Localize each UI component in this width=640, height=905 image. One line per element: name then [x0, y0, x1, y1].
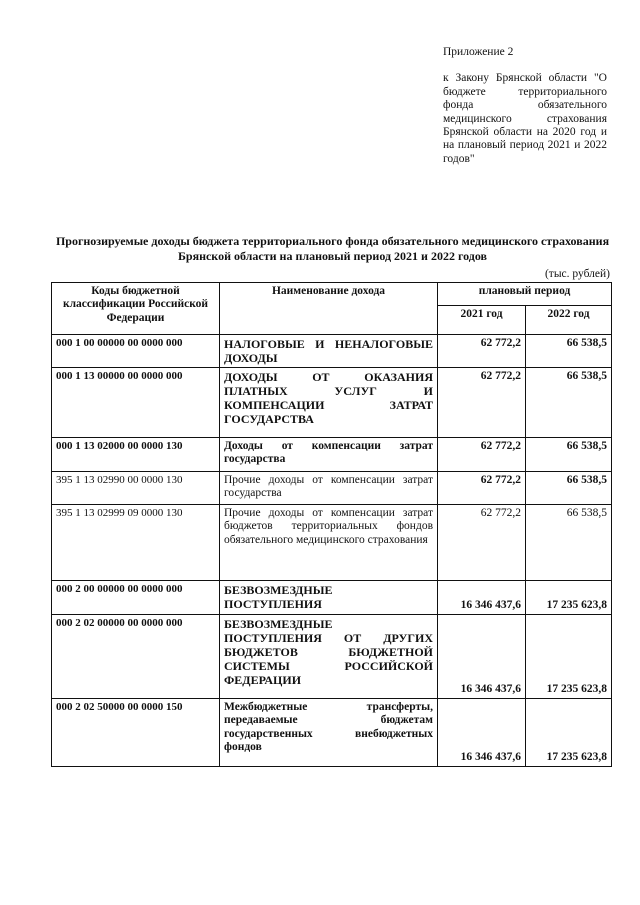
row-value-2021: 62 772,2: [438, 335, 526, 368]
row-value-2021: 62 772,2: [438, 368, 526, 438]
header-name: Наименование дохода: [220, 283, 438, 335]
document-title: Прогнозируемые доходы бюджета территориального фонда обязательного медицинского страхования Брянской области на плановый период 2021 и 2022 годов: [55, 234, 610, 263]
row-name: ДОХОДЫ ОТ ОКАЗАНИЯ ПЛАТНЫХ УСЛУГ И КОМПЕНСАЦИИ ЗАТРАТ ГОСУДАРСТВА: [220, 368, 438, 438]
table-row: [52, 505, 612, 581]
table-row: [52, 472, 612, 505]
row-code: 000 2 02 00000 00 0000 000: [52, 615, 220, 699]
row-value-2022: 17 235 623,8: [526, 581, 612, 615]
header-code: Коды бюджетной классификации Российской Федерации: [52, 283, 220, 335]
units-label: (тыс. рублей): [544, 268, 610, 280]
appendix-title: Приложение 2: [443, 46, 514, 58]
row-name: БЕЗВОЗМЕЗДНЫЕ ПОСТУПЛЕНИЯ ОТ ДРУГИХ БЮДЖЕТОВ БЮДЖЕТНОЙ СИСТЕМЫ РОССИЙСКОЙ ФЕДЕРАЦИИ: [220, 615, 438, 699]
row-value-2022: 66 538,5: [526, 505, 612, 581]
row-code: 395 1 13 02990 00 0000 130: [52, 472, 220, 505]
row-value-2021: 16 346 437,6: [438, 581, 526, 615]
header-year-2021: 2021 год: [438, 306, 526, 335]
row-value-2022: 66 538,5: [526, 472, 612, 505]
row-value-2021: 62 772,2: [438, 505, 526, 581]
row-value-2021: 16 346 437,6: [438, 699, 526, 767]
row-value-2022: 66 538,5: [526, 368, 612, 438]
row-value-2022: 17 235 623,8: [526, 699, 612, 767]
table-row: [52, 335, 612, 368]
row-name: Прочие доходы от компенсации затрат бюджетов территориальных фондов обязательного медицинского страхования: [220, 505, 438, 581]
row-code: 000 2 02 50000 00 0000 150: [52, 699, 220, 767]
row-name: Межбюджетные трансферты, передаваемые бюджетам государственных внебюджетных фондов: [220, 699, 438, 767]
appendix-text: к Закону Брянской области "О бюджете территориального фонда обязательного медицинского страхования Брянской области на 2020 год и на плановый период 2021 и 2022 годов": [443, 72, 607, 165]
row-name: БЕЗВОЗМЕЗДНЫЕ ПОСТУПЛЕНИЯ: [220, 581, 438, 615]
row-code: 000 1 13 02000 00 0000 130: [52, 438, 220, 472]
table-row: [52, 438, 612, 472]
row-value-2021: 62 772,2: [438, 472, 526, 505]
row-code: 000 1 00 00000 00 0000 000: [52, 335, 220, 368]
header-period: плановый период: [438, 283, 612, 306]
row-value-2021: 62 772,2: [438, 438, 526, 472]
table-header-row: [52, 283, 612, 306]
row-code: 000 1 13 00000 00 0000 000: [52, 368, 220, 438]
table-row: [52, 699, 612, 767]
table-row: [52, 615, 612, 699]
revenue-table: [51, 282, 612, 767]
row-value-2021: 16 346 437,6: [438, 615, 526, 699]
appendix-note: [443, 46, 607, 166]
row-value-2022: 66 538,5: [526, 438, 612, 472]
row-name: Прочие доходы от компенсации затрат государства: [220, 472, 438, 505]
table-row: [52, 581, 612, 615]
row-name: Доходы от компенсации затрат государства: [220, 438, 438, 472]
row-code: 000 2 00 00000 00 0000 000: [52, 581, 220, 615]
row-name: НАЛОГОВЫЕ И НЕНАЛОГОВЫЕ ДОХОДЫ: [220, 335, 438, 368]
row-code: 395 1 13 02999 09 0000 130: [52, 505, 220, 581]
row-value-2022: 17 235 623,8: [526, 615, 612, 699]
row-value-2022: 66 538,5: [526, 335, 612, 368]
header-year-2022: 2022 год: [526, 306, 612, 335]
table-row: [52, 368, 612, 438]
